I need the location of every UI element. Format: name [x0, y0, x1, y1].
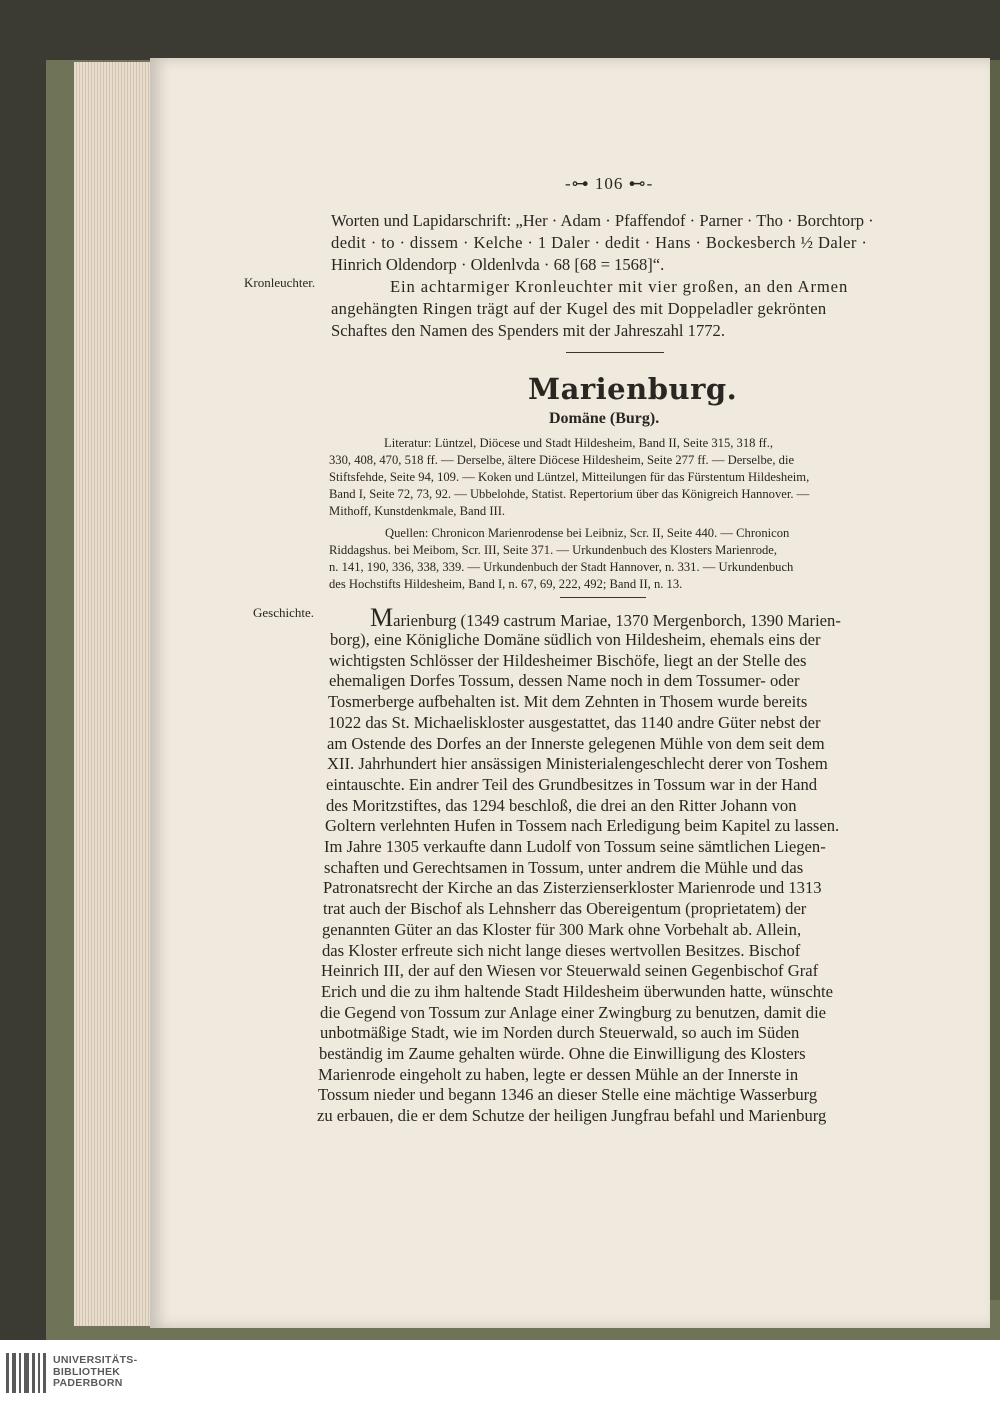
geschichte-line: Erich und die zu ihm haltende Stadt Hildesheim überwunden hatte, wünschte [321, 982, 833, 1001]
literatur-line-3: Stiftsfehde, Seite 94, 109. — Koken und Lüntzel, Mitteilungen für das Fürstentum Hildesheim, [329, 470, 810, 484]
geschichte-line: zu erbauen, die er dem Schutze der heiligen Jungfrau befahl und Marienburg [317, 1106, 827, 1125]
geschichte-line: unbotmäßige Stadt, wie im Norden durch Steuerwald, so auch im Süden [320, 1023, 800, 1042]
geschichte-line: schaften und Gerechtsamen in Tossum, unter andrem die Mühle und das [324, 858, 804, 877]
geschichte-line: das Kloster erfreute sich nicht lange dieses wertvollen Besitzes. Bischof [322, 941, 801, 960]
geschichte-line: Marienrode eingeholt zu haben, legte er dessen Mühle an der Innerste in [318, 1065, 799, 1084]
quellen-line-1: Quellen: Chronicon Marienrodense bei Leibniz, Scr. II, Seite 440. — Chronicon [385, 526, 790, 540]
geschichte-first-line [370, 605, 841, 631]
page-edges [74, 62, 156, 1326]
quellen-line-3: n. 141, 190, 336, 338, 339. — Urkundenbuch der Stadt Hannover, n. 331. — Urkundenbuch [329, 560, 794, 574]
geschichte-line: borg), eine Königliche Domäne südlich von Hildesheim, ehemals eins der [330, 630, 821, 649]
geschichte-line: die Gegend von Tossum zur Anlage einer Zwingburg zu benutzen, damit die [320, 1003, 827, 1022]
geschichte-line: Goltern verlehnten Hufen in Tossem nach Erledigung beim Kapitel zu lassen. [325, 816, 840, 835]
geschichte-line: 1022 das St. Michaeliskloster ausgestattet, das 1140 andre Güter nebst der [328, 713, 821, 732]
geschichte-line: beständig im Zaume gehalten würde. Ohne die Einwilligung des Klosters [319, 1044, 806, 1063]
geschichte-line: eintauschte. Ein andrer Teil des Grundbesitzes in Tossum war in der Hand [326, 775, 818, 794]
quellen-line-4: des Hochstifts Hildesheim, Band I, n. 67, 69, 222, 492; Band II, n. 13. [329, 577, 683, 591]
section-subtitle: Domäne (Burg). [549, 410, 660, 427]
geschichte-line: XII. Jahrhundert hier ansässigen Ministerialengeschlecht derer von Toshem [327, 754, 828, 773]
quellen-divider [560, 597, 646, 598]
kron-line-3: Schaftes den Namen des Spenders mit der Jahreszahl 1772. [331, 321, 725, 340]
footer [0, 1340, 1000, 1403]
geschichte-line: trat auch der Bischof als Lehnsherr das Obereigentum (proprietatem) der [323, 899, 807, 918]
library-logo-text [53, 1355, 137, 1390]
logo-line-1: UNIVERSITÄTS- [53, 1354, 138, 1366]
geschichte-line: genannten Güter an das Kloster für 300 Mark ohne Vorbehalt ab. Allein, [322, 920, 802, 939]
geschichte-line: des Moritzstiftes, das 1294 beschloß, die drei an den Ritter Johann von [326, 796, 797, 815]
literatur-line-5: Mithoff, Kunstdenkmale, Band III. [329, 504, 506, 518]
logo-line-2: BIBLIOTHEK [53, 1365, 121, 1378]
geschichte-line: Patronatsrecht der Kirche an das Zisterzienserkloster Marienrode und 1313 [323, 878, 822, 897]
library-logo-icon [6, 1353, 46, 1393]
section-divider [566, 352, 664, 353]
literatur-line-4: Band I, Seite 72, 73, 92. — Ubbelohde, Statist. Repertorium über das Königreich Hannover. — [329, 487, 810, 501]
intro-line-3: Hinrich Oldendorp · Oldenlvda · 68 [68 = 1568]“. [331, 255, 665, 274]
geschichte-line: Tosmerberge aufbehalten ist. Mit dem Zehnten in Thosem wurde bereits [328, 692, 808, 711]
margin-note-geschichte: Geschichte. [253, 605, 315, 620]
quellen-line-2: Riddagshus. bei Meibom, Scr. III, Seite 371. — Urkundenbuch des Klosters Marienrode, [329, 543, 778, 557]
logo-line-3: PADERBORN [53, 1377, 123, 1389]
kron-line-1: Ein achtarmiger Kronleuchter mit vier großen, an den Armen [390, 277, 849, 296]
margin-note-kronleuchter: Kronleuchter. [244, 275, 316, 290]
intro-line-2: dedit · to · dissem · Kelche · 1 Daler · dedit · Hans · Bockesberch ½ Daler · [331, 233, 868, 252]
literatur-line-2: 330, 408, 470, 518 ff. — Derselbe, ältere Diöcese Hildesheim, Seite 277 ff. — Derselbe, die [329, 453, 795, 467]
geschichte-first-line-text: arienburg (1349 castrum Mariae, 1370 Mergenborch, 1390 Marien- [393, 611, 841, 630]
geschichte-line: Heinrich III, der auf den Wiesen vor Steuerwald seinen Gegenbischof Graf [321, 961, 819, 980]
geschichte-line: am Ostende des Dorfes an der Innerste gelegenen Mühle von dem seit dem [327, 734, 825, 753]
geschichte-line: Tossum nieder und begann 1346 an dieser Stelle eine mächtige Wasserburg [318, 1085, 818, 1104]
page-number: -⊶ 106 ⊷- [565, 174, 654, 193]
section-title: Marienburg. [528, 372, 738, 406]
kron-line-2: angehängten Ringen trägt auf der Kugel des mit Doppeladler gekrönten [331, 299, 827, 318]
drop-cap: M [370, 603, 394, 632]
geschichte-line: Im Jahre 1305 verkaufte dann Ludolf von Tossum seine sämtlichen Liegen- [324, 837, 826, 856]
literatur-line-1: Literatur: Lüntzel, Diöcese und Stadt Hildesheim, Band II, Seite 315, 318 ff., [384, 436, 774, 450]
geschichte-line: wichtigsten Schlösser der Hildesheimer Bischöfe, liegt an der Stelle des [329, 651, 807, 670]
intro-line-1: Worten und Lapidarschrift: „Her · Adam · Pfaffendof · Parner · Tho · Borchtorp · [331, 211, 874, 230]
geschichte-line: ehemaligen Dorfes Tossum, dessen Name noch in dem Tossumer- oder [329, 671, 800, 690]
